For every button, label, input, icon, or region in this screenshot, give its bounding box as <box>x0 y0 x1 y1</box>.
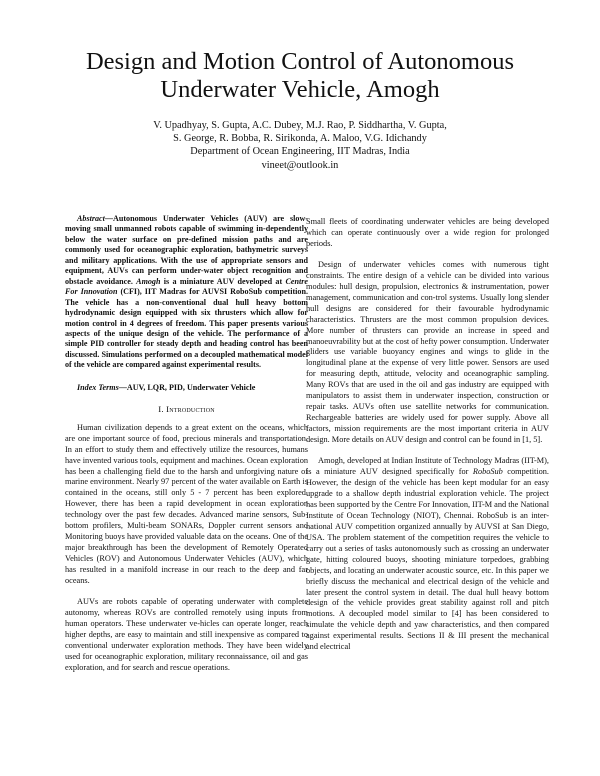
author-block <box>60 119 540 172</box>
author-email: vineet@outlook.in <box>261 159 339 171</box>
index-terms <box>65 383 308 394</box>
amogh-paragraph: Amogh, developed at Indian Institute of Technology Madras (IIT-M), is a miniature AUV designed specifically for RoboSub competition. However, the design of the vehicle has been kept modular for an easy upgrade to a shallow depth industrial exploration vehicle. The project has been supported by the Centre For Innovation, IIT-M and the National Institute of Ocean Technology (NIOT), Chennai. RoboSub is an inter-national AUV competition organized annually by AUVSI at San Diego, USA. The problem statement of the competition requires the vehicle to carry out a series of tasks autonomously such as crossing an underwater gate, hitting coloured buoys, shooting miniature torpedoes, grabbing objects, and locating an underwater acoustic source, etc. In this paper we briefly discuss the mechanical and electrical design of the vehicle and later present the control system in detail. The dual hull heavy bottom design of the vehicle provides great stability against roll and pitch motions. A decoupled model similar to [4] has been considered to simulate the vehicle depth and yaw characteristics, and then compared against experimental results. Sections II & III present the mechanical and electrical <box>306 456 550 652</box>
right-column <box>306 217 549 653</box>
right-paragraph-continued: Small fleets of coordinating underwater vehicles are being developed which can operate continuously over a wide region for prolonged periods. <box>306 217 549 248</box>
section-heading-introduction: I. Introduction <box>158 403 215 414</box>
authors-line-2: S. George, R. Bobba, R. Sirikonda, A. Maloo, V.G. Idichandy <box>173 133 427 145</box>
abstract: Abstract—Autonomous Underwater Vehicles (AUV) are slow-moving small unmanned robots capable of swimming in-dependently below the water surface on pre-defined mission paths and are commonly used for oceanographic exploration, bathymetric surveys and military applications. With the use of appropriate sensors and equipment, AUVs can perform under-water object recognition and obstacle avoidance. Amogh is a miniature AUV developed at Centre For Innovation (CFI), IIT Madras for AUVSI RoboSub competition. The vehicle has a non-conventional dual hull heavy bottom hydrodynamic design equipped with six thrusters which allow for motion control in 4 degrees of freedom. This paper presents various aspects of the unique design of the vehicle. The performance of a simple PID controller for steady depth and heading control has been discussed. Simulations performed on a decoupled mathematical model of the vehicle are compared against experimental results. <box>65 214 308 370</box>
intro-paragraph-1: Human civilization depends to a great extent on the oceans, which are one important source of food, precious minerals and transportation. In an effort to study them and effectively utilize the resources, humans have invented various tools, equipment and machines. Ocean exploration has been a challenging field due to the harsh and unforgiving nature of marine environment. Nearly 97 percent of the water available on Earth is contained in the oceans, still only 5 - 7 percent has been explored. However, there has been a rapid development in ocean exploration technology over the past few decades. Advanced marine sensors, Sub-bottom profilers, Multi-beam SONARs, Doppler current sensors and Monitoring buoys have provided valuable data on the oceans. One of the major breakthrough has been the development of Remotely Operated Vehicles (ROV) and Autonomous Underwater Vehicles (AUV), which has resulted in a manifold increase in our reach to the deep and far oceans. <box>65 422 308 586</box>
affiliation: Department of Ocean Engineering, IIT Madras, India <box>190 146 410 158</box>
design-paragraph: Design of underwater vehicles comes with numerous tight constraints. The entire design of a vehicle can be divided into various modules: hull design, propulsion, electronics & instrumentation, power management, communication and con-trol systems. Usually long slender hull designs are considered for their favourable hydrodynamic characteristics. Thrusters are the most common propulsion devices. More number of thrusters can provide an increase in speed and manoeuvrability but at the cost of hefty power consumption. Underwater gliders use variable buoyancy engines and wings to glide in the longitudinal plane at the expense of very little power. Sensors are used for measuring depth, attitude, velocity and oceanographic sampling. Many ROVs that are used in the oil and gas industry are equipped with manipulators to assist them in underwater inspection, construction or repair tasks. AUVs often use satellite networks for communication. Rechargeable batteries are widely used for power supply. Above all factors, mission requirements are the most important criteria in AUV design. More details on AUV design and control can be found in [1, 5]. <box>306 259 549 445</box>
authors-line-1: V. Upadhyay, S. Gupta, A.C. Dubey, M.J. Rao, P. Siddhartha, V. Gupta, <box>153 120 447 131</box>
abstract-lead: Abstract <box>77 214 105 223</box>
intro-paragraph-2: AUVs are robots capable of operating underwater with complete autonomy, whereas ROVs are controlled remotely using inputs from human operators. These underwater ve-hicles can operate longer, reach higher depths, are easy to maintain and still inexpensive as compared to conventional underwater exploration methods. They have been widely used for oceanographic exploration, military reconnaissance, oil and gas exploration, and for search and rescue operations. <box>65 597 308 672</box>
index-terms-list: —AUV, LQR, PID, Underwater Vehicle <box>118 382 256 392</box>
left-column <box>65 214 308 674</box>
paper-title: Design and Motion Control of Autonomous Underwater Vehicle, Amogh <box>85 48 515 103</box>
index-terms-lead: Index Terms <box>77 382 119 392</box>
